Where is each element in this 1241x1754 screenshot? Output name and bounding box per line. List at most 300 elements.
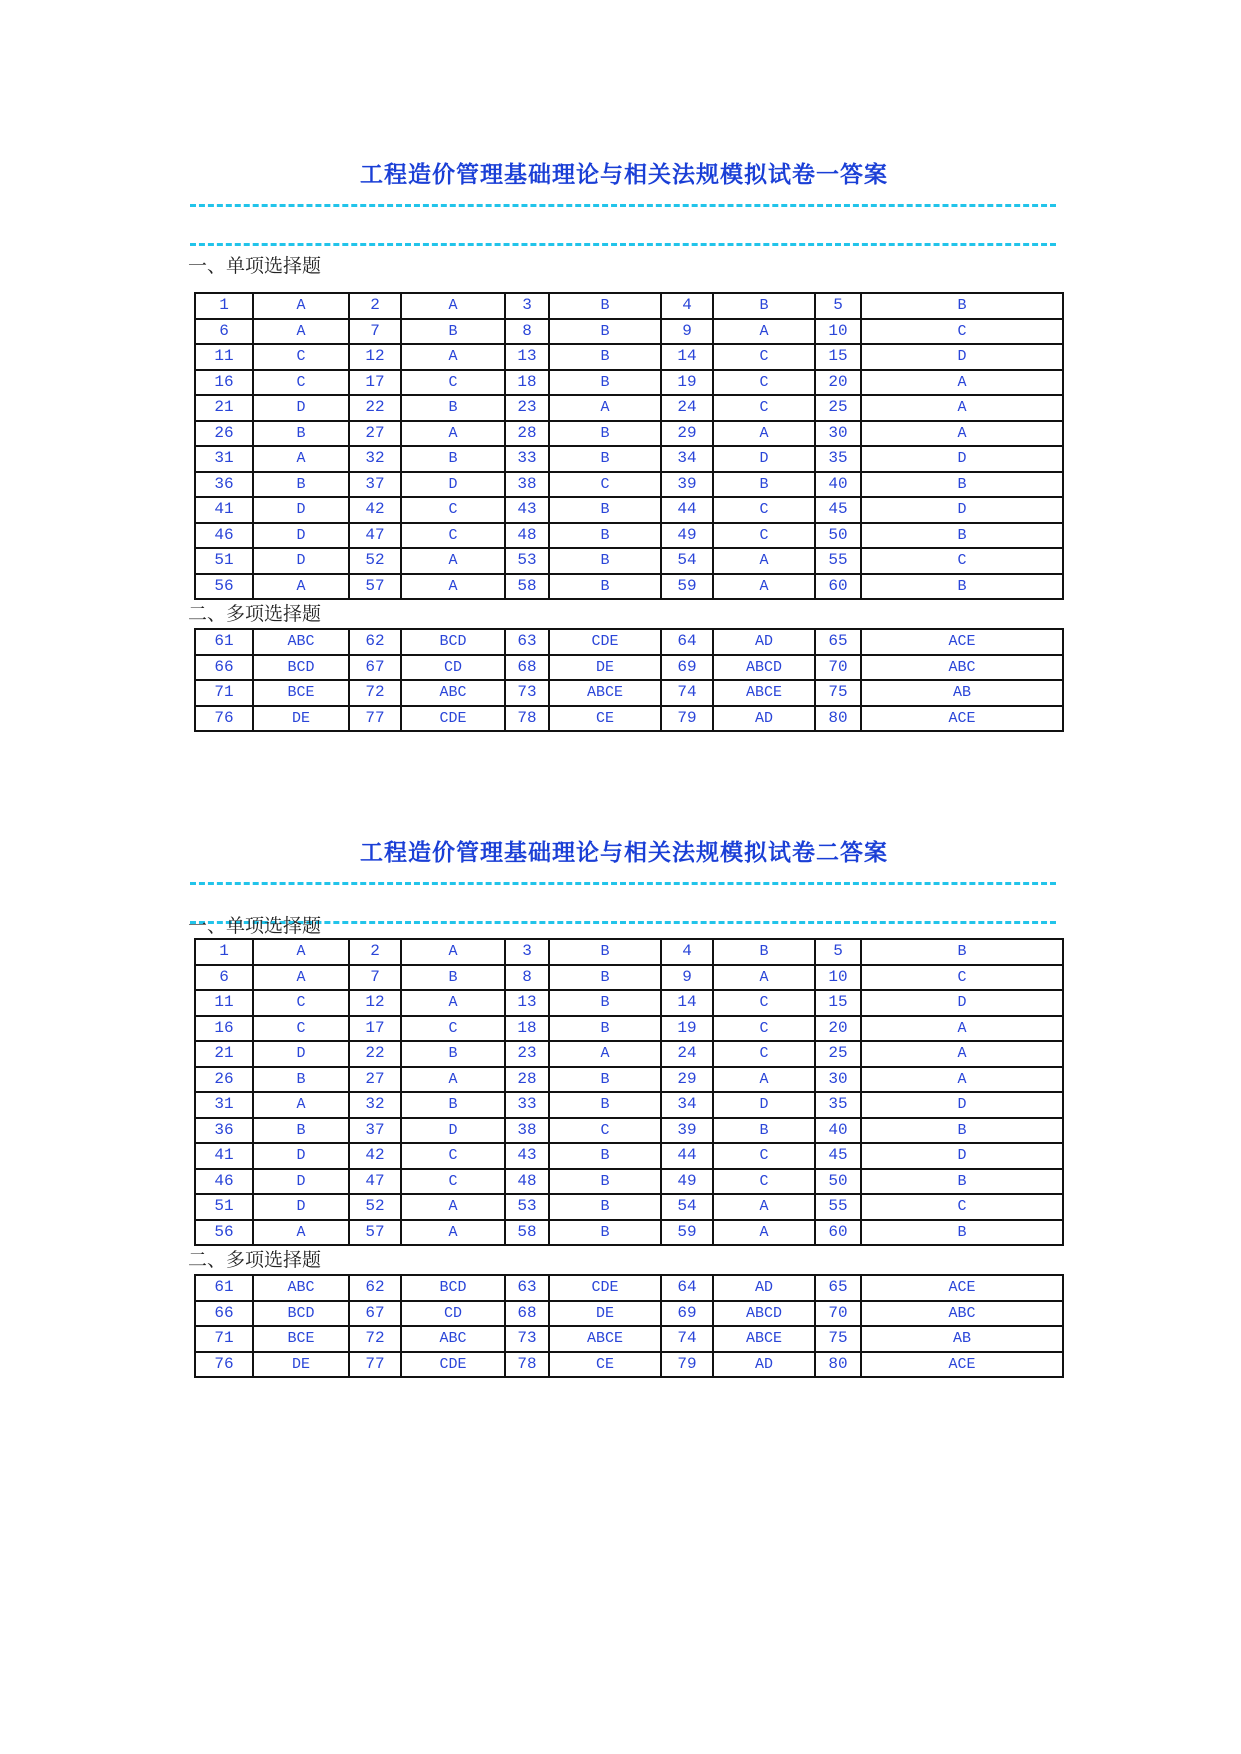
question-number-cell: 64 bbox=[661, 629, 713, 655]
question-number-cell: 31 bbox=[195, 1092, 253, 1118]
question-number-cell: 36 bbox=[195, 1118, 253, 1144]
answer-cell: DE bbox=[549, 655, 661, 681]
question-number-cell: 70 bbox=[815, 655, 861, 681]
answer-cell: C bbox=[401, 370, 505, 396]
question-number-cell: 41 bbox=[195, 497, 253, 523]
answer-cell: C bbox=[549, 1118, 661, 1144]
question-number-cell: 39 bbox=[661, 472, 713, 498]
answer-cell: B bbox=[861, 1220, 1063, 1246]
question-number-cell: 49 bbox=[661, 1169, 713, 1195]
table-row bbox=[195, 421, 1063, 447]
table-row bbox=[195, 939, 1063, 965]
question-number-cell: 52 bbox=[349, 1194, 401, 1220]
dashed-divider bbox=[190, 882, 1056, 885]
answer-cell: A bbox=[401, 1194, 505, 1220]
question-number-cell: 39 bbox=[661, 1118, 713, 1144]
question-number-cell: 20 bbox=[815, 1016, 861, 1042]
question-number-cell: 68 bbox=[505, 655, 549, 681]
table-row bbox=[195, 574, 1063, 600]
question-number-cell: 43 bbox=[505, 1143, 549, 1169]
question-number-cell: 44 bbox=[661, 497, 713, 523]
question-number-cell: 48 bbox=[505, 1169, 549, 1195]
answer-cell: D bbox=[861, 344, 1063, 370]
answer-cell: A bbox=[713, 319, 815, 345]
question-number-cell: 80 bbox=[815, 706, 861, 732]
answer-cell: A bbox=[713, 1194, 815, 1220]
question-number-cell: 40 bbox=[815, 1118, 861, 1144]
answer-cell: DE bbox=[253, 706, 349, 732]
question-number-cell: 63 bbox=[505, 629, 549, 655]
answer-cell: CDE bbox=[401, 1352, 505, 1378]
question-number-cell: 15 bbox=[815, 344, 861, 370]
answer-cell: C bbox=[401, 523, 505, 549]
question-number-cell: 16 bbox=[195, 370, 253, 396]
question-number-cell: 20 bbox=[815, 370, 861, 396]
table-row bbox=[195, 965, 1063, 991]
question-number-cell: 30 bbox=[815, 1067, 861, 1093]
question-number-cell: 32 bbox=[349, 1092, 401, 1118]
question-number-cell: 40 bbox=[815, 472, 861, 498]
answer-cell: C bbox=[861, 319, 1063, 345]
answer-cell: C bbox=[713, 1016, 815, 1042]
answer-cell: A bbox=[253, 1092, 349, 1118]
answer-cell: A bbox=[861, 395, 1063, 421]
paper-title: 工程造价管理基础理论与相关法规模拟试卷一答案 bbox=[360, 162, 888, 188]
table-row bbox=[195, 523, 1063, 549]
question-number-cell: 41 bbox=[195, 1143, 253, 1169]
answer-cell: A bbox=[861, 370, 1063, 396]
question-number-cell: 55 bbox=[815, 1194, 861, 1220]
answer-cell: A bbox=[713, 1067, 815, 1093]
dashed-divider bbox=[190, 204, 1056, 207]
table-row bbox=[195, 344, 1063, 370]
question-number-cell: 51 bbox=[195, 548, 253, 574]
answer-cell: B bbox=[401, 395, 505, 421]
question-number-cell: 65 bbox=[815, 629, 861, 655]
answer-cell: AD bbox=[713, 629, 815, 655]
question-number-cell: 56 bbox=[195, 574, 253, 600]
answer-cell: A bbox=[401, 1067, 505, 1093]
question-number-cell: 18 bbox=[505, 370, 549, 396]
question-number-cell: 75 bbox=[815, 680, 861, 706]
question-number-cell: 36 bbox=[195, 472, 253, 498]
question-number-cell: 47 bbox=[349, 1169, 401, 1195]
answer-cell: A bbox=[253, 965, 349, 991]
question-number-cell: 9 bbox=[661, 319, 713, 345]
table-row bbox=[195, 680, 1063, 706]
answer-cell: ABC bbox=[861, 1301, 1063, 1327]
answer-cell: C bbox=[549, 472, 661, 498]
answer-cell: AD bbox=[713, 706, 815, 732]
answer-cell: B bbox=[549, 370, 661, 396]
answer-cell: B bbox=[549, 446, 661, 472]
answer-cell: B bbox=[253, 1118, 349, 1144]
answer-cell: B bbox=[549, 548, 661, 574]
answer-cell: B bbox=[861, 1118, 1063, 1144]
answer-cell: A bbox=[549, 395, 661, 421]
question-number-cell: 34 bbox=[661, 446, 713, 472]
answer-cell: D bbox=[861, 497, 1063, 523]
answer-cell: BCD bbox=[253, 1301, 349, 1327]
question-number-cell: 16 bbox=[195, 1016, 253, 1042]
question-number-cell: 46 bbox=[195, 523, 253, 549]
answer-cell: D bbox=[253, 395, 349, 421]
answer-cell: D bbox=[861, 1143, 1063, 1169]
question-number-cell: 65 bbox=[815, 1275, 861, 1301]
answer-cell: B bbox=[713, 939, 815, 965]
answer-cell: C bbox=[253, 370, 349, 396]
question-number-cell: 2 bbox=[349, 293, 401, 319]
question-number-cell: 37 bbox=[349, 472, 401, 498]
question-number-cell: 71 bbox=[195, 1326, 253, 1352]
answer-cell: B bbox=[549, 523, 661, 549]
question-number-cell: 59 bbox=[661, 574, 713, 600]
question-number-cell: 50 bbox=[815, 523, 861, 549]
answer-cell: B bbox=[401, 319, 505, 345]
question-number-cell: 18 bbox=[505, 1016, 549, 1042]
answer-cell: AD bbox=[713, 1275, 815, 1301]
table-row bbox=[195, 472, 1063, 498]
answer-cell: AD bbox=[713, 1352, 815, 1378]
answer-cell: A bbox=[861, 1067, 1063, 1093]
answer-cell: B bbox=[861, 939, 1063, 965]
answer-cell: B bbox=[253, 472, 349, 498]
answer-cell: A bbox=[253, 1220, 349, 1246]
answer-cell: ABC bbox=[253, 629, 349, 655]
question-number-cell: 8 bbox=[505, 965, 549, 991]
question-number-cell: 78 bbox=[505, 706, 549, 732]
question-number-cell: 1 bbox=[195, 939, 253, 965]
answer-cell: C bbox=[713, 1041, 815, 1067]
question-number-cell: 61 bbox=[195, 1275, 253, 1301]
answer-cell: C bbox=[253, 990, 349, 1016]
answer-cell: C bbox=[713, 1169, 815, 1195]
answer-cell: D bbox=[861, 1092, 1063, 1118]
answer-cell: A bbox=[713, 965, 815, 991]
answer-cell: C bbox=[253, 344, 349, 370]
question-number-cell: 3 bbox=[505, 293, 549, 319]
answer-cell: B bbox=[549, 1143, 661, 1169]
single-choice-heading: 一、单项选择题 bbox=[188, 255, 322, 277]
table-row bbox=[195, 655, 1063, 681]
question-number-cell: 72 bbox=[349, 680, 401, 706]
answer-cell: ABC bbox=[253, 1275, 349, 1301]
question-number-cell: 59 bbox=[661, 1220, 713, 1246]
question-number-cell: 3 bbox=[505, 939, 549, 965]
answer-cell: CD bbox=[401, 655, 505, 681]
answer-cell: ACE bbox=[861, 1275, 1063, 1301]
question-number-cell: 10 bbox=[815, 319, 861, 345]
answer-cell: CDE bbox=[401, 706, 505, 732]
answer-cell: A bbox=[861, 1016, 1063, 1042]
question-number-cell: 78 bbox=[505, 1352, 549, 1378]
answer-cell: A bbox=[401, 548, 505, 574]
answer-cell: ABCE bbox=[713, 1326, 815, 1352]
question-number-cell: 55 bbox=[815, 548, 861, 574]
answer-cell: A bbox=[713, 574, 815, 600]
answer-cell: D bbox=[861, 990, 1063, 1016]
multi-choice-heading: 二、多项选择题 bbox=[188, 1249, 322, 1271]
single-choice-answer-table bbox=[194, 292, 1064, 600]
question-number-cell: 74 bbox=[661, 680, 713, 706]
question-number-cell: 27 bbox=[349, 1067, 401, 1093]
answer-cell: ABCD bbox=[713, 655, 815, 681]
question-number-cell: 13 bbox=[505, 990, 549, 1016]
question-number-cell: 51 bbox=[195, 1194, 253, 1220]
question-number-cell: 12 bbox=[349, 344, 401, 370]
answer-cell: A bbox=[401, 293, 505, 319]
answer-cell: D bbox=[401, 472, 505, 498]
answer-cell: A bbox=[401, 1220, 505, 1246]
answer-cell: B bbox=[861, 472, 1063, 498]
answer-cell: C bbox=[253, 1016, 349, 1042]
multi-choice-heading: 二、多项选择题 bbox=[188, 603, 322, 625]
question-number-cell: 8 bbox=[505, 319, 549, 345]
answer-cell: CE bbox=[549, 1352, 661, 1378]
table-row bbox=[195, 1275, 1063, 1301]
answer-cell: C bbox=[713, 370, 815, 396]
answer-cell: B bbox=[401, 446, 505, 472]
table-row bbox=[195, 1220, 1063, 1246]
answer-cell: B bbox=[549, 939, 661, 965]
table-row bbox=[195, 1194, 1063, 1220]
answer-cell: B bbox=[549, 319, 661, 345]
answer-cell: D bbox=[253, 1194, 349, 1220]
question-number-cell: 5 bbox=[815, 293, 861, 319]
answer-cell: D bbox=[253, 1041, 349, 1067]
question-number-cell: 24 bbox=[661, 395, 713, 421]
question-number-cell: 73 bbox=[505, 1326, 549, 1352]
table-row bbox=[195, 1352, 1063, 1378]
answer-cell: CDE bbox=[549, 629, 661, 655]
single-choice-answer-table bbox=[194, 938, 1064, 1246]
answer-cell: C bbox=[401, 1169, 505, 1195]
question-number-cell: 19 bbox=[661, 1016, 713, 1042]
question-number-cell: 43 bbox=[505, 497, 549, 523]
answer-cell: C bbox=[713, 990, 815, 1016]
answer-cell: A bbox=[401, 990, 505, 1016]
question-number-cell: 52 bbox=[349, 548, 401, 574]
question-number-cell: 62 bbox=[349, 1275, 401, 1301]
answer-cell: AB bbox=[861, 1326, 1063, 1352]
question-number-cell: 42 bbox=[349, 497, 401, 523]
answer-cell: A bbox=[713, 1220, 815, 1246]
answer-cell: C bbox=[401, 497, 505, 523]
answer-cell: B bbox=[549, 1016, 661, 1042]
answer-cell: A bbox=[253, 574, 349, 600]
answer-cell: C bbox=[401, 1143, 505, 1169]
answer-cell: B bbox=[401, 1041, 505, 1067]
question-number-cell: 49 bbox=[661, 523, 713, 549]
answer-cell: ABC bbox=[401, 1326, 505, 1352]
question-number-cell: 66 bbox=[195, 655, 253, 681]
question-number-cell: 63 bbox=[505, 1275, 549, 1301]
answer-cell: BCE bbox=[253, 1326, 349, 1352]
answer-cell: ACE bbox=[861, 1352, 1063, 1378]
question-number-cell: 66 bbox=[195, 1301, 253, 1327]
table-row bbox=[195, 1143, 1063, 1169]
answer-cell: ABC bbox=[861, 655, 1063, 681]
question-number-cell: 22 bbox=[349, 395, 401, 421]
multi-choice-answer-table bbox=[194, 628, 1064, 732]
answer-cell: B bbox=[549, 421, 661, 447]
table-row bbox=[195, 293, 1063, 319]
question-number-cell: 44 bbox=[661, 1143, 713, 1169]
answer-cell: CE bbox=[549, 706, 661, 732]
question-number-cell: 75 bbox=[815, 1326, 861, 1352]
answer-cell: BCD bbox=[401, 1275, 505, 1301]
table-row bbox=[195, 1326, 1063, 1352]
table-row bbox=[195, 497, 1063, 523]
answer-cell: B bbox=[861, 1169, 1063, 1195]
answer-cell: A bbox=[401, 939, 505, 965]
answer-cell: ABC bbox=[401, 680, 505, 706]
answer-cell: B bbox=[713, 293, 815, 319]
answer-cell: D bbox=[861, 446, 1063, 472]
question-number-cell: 71 bbox=[195, 680, 253, 706]
answer-cell: A bbox=[401, 421, 505, 447]
answer-cell: ABCE bbox=[549, 680, 661, 706]
answer-cell: A bbox=[253, 446, 349, 472]
question-number-cell: 47 bbox=[349, 523, 401, 549]
answer-cell: A bbox=[401, 574, 505, 600]
table-row bbox=[195, 1016, 1063, 1042]
answer-cell: C bbox=[861, 548, 1063, 574]
question-number-cell: 35 bbox=[815, 446, 861, 472]
answer-cell: D bbox=[253, 1143, 349, 1169]
question-number-cell: 60 bbox=[815, 574, 861, 600]
question-number-cell: 1 bbox=[195, 293, 253, 319]
question-number-cell: 7 bbox=[349, 319, 401, 345]
answer-cell: BCE bbox=[253, 680, 349, 706]
question-number-cell: 80 bbox=[815, 1352, 861, 1378]
question-number-cell: 61 bbox=[195, 629, 253, 655]
question-number-cell: 23 bbox=[505, 1041, 549, 1067]
table-row bbox=[195, 1092, 1063, 1118]
table-row bbox=[195, 1041, 1063, 1067]
question-number-cell: 79 bbox=[661, 706, 713, 732]
question-number-cell: 54 bbox=[661, 1194, 713, 1220]
question-number-cell: 24 bbox=[661, 1041, 713, 1067]
answer-cell: ACE bbox=[861, 706, 1063, 732]
question-number-cell: 26 bbox=[195, 421, 253, 447]
table-row bbox=[195, 1301, 1063, 1327]
question-number-cell: 60 bbox=[815, 1220, 861, 1246]
answer-cell: DE bbox=[253, 1352, 349, 1378]
answer-cell: A bbox=[713, 548, 815, 574]
question-number-cell: 69 bbox=[661, 655, 713, 681]
question-number-cell: 13 bbox=[505, 344, 549, 370]
question-number-cell: 69 bbox=[661, 1301, 713, 1327]
answer-cell: B bbox=[549, 497, 661, 523]
answer-cell: B bbox=[861, 574, 1063, 600]
question-number-cell: 22 bbox=[349, 1041, 401, 1067]
answer-cell: C bbox=[401, 1016, 505, 1042]
answer-cell: B bbox=[549, 965, 661, 991]
question-number-cell: 29 bbox=[661, 1067, 713, 1093]
table-row bbox=[195, 1169, 1063, 1195]
question-number-cell: 32 bbox=[349, 446, 401, 472]
question-number-cell: 2 bbox=[349, 939, 401, 965]
table-row bbox=[195, 548, 1063, 574]
question-number-cell: 79 bbox=[661, 1352, 713, 1378]
answer-cell: B bbox=[549, 574, 661, 600]
dashed-divider bbox=[190, 243, 1056, 246]
answer-cell: D bbox=[253, 523, 349, 549]
question-number-cell: 34 bbox=[661, 1092, 713, 1118]
question-number-cell: 5 bbox=[815, 939, 861, 965]
question-number-cell: 38 bbox=[505, 472, 549, 498]
answer-cell: BCD bbox=[401, 629, 505, 655]
question-number-cell: 56 bbox=[195, 1220, 253, 1246]
question-number-cell: 74 bbox=[661, 1326, 713, 1352]
question-number-cell: 76 bbox=[195, 706, 253, 732]
paper-title: 工程造价管理基础理论与相关法规模拟试卷二答案 bbox=[360, 840, 888, 866]
answer-cell: CDE bbox=[549, 1275, 661, 1301]
question-number-cell: 58 bbox=[505, 574, 549, 600]
table-row bbox=[195, 1067, 1063, 1093]
question-number-cell: 76 bbox=[195, 1352, 253, 1378]
question-number-cell: 48 bbox=[505, 523, 549, 549]
answer-cell: B bbox=[713, 472, 815, 498]
question-number-cell: 67 bbox=[349, 1301, 401, 1327]
answer-sheet-1 bbox=[188, 160, 1060, 732]
answer-cell: A bbox=[253, 939, 349, 965]
question-number-cell: 73 bbox=[505, 680, 549, 706]
answer-cell: A bbox=[253, 293, 349, 319]
answer-cell: D bbox=[253, 497, 349, 523]
answer-cell: B bbox=[401, 1092, 505, 1118]
answer-cell: C bbox=[861, 965, 1063, 991]
question-number-cell: 57 bbox=[349, 574, 401, 600]
question-number-cell: 9 bbox=[661, 965, 713, 991]
answer-cell: A bbox=[713, 421, 815, 447]
question-number-cell: 53 bbox=[505, 548, 549, 574]
question-number-cell: 70 bbox=[815, 1301, 861, 1327]
answer-cell: D bbox=[401, 1118, 505, 1144]
answer-cell: D bbox=[713, 446, 815, 472]
answer-cell: ABCE bbox=[713, 680, 815, 706]
question-number-cell: 62 bbox=[349, 629, 401, 655]
question-number-cell: 31 bbox=[195, 446, 253, 472]
question-number-cell: 6 bbox=[195, 319, 253, 345]
table-row bbox=[195, 446, 1063, 472]
question-number-cell: 28 bbox=[505, 421, 549, 447]
table-row bbox=[195, 370, 1063, 396]
answer-cell: B bbox=[401, 965, 505, 991]
single-choice-heading: 一、单项选择题 bbox=[188, 915, 322, 937]
answer-cell: C bbox=[713, 497, 815, 523]
answer-cell: B bbox=[549, 1220, 661, 1246]
table-row bbox=[195, 629, 1063, 655]
question-number-cell: 33 bbox=[505, 1092, 549, 1118]
question-number-cell: 28 bbox=[505, 1067, 549, 1093]
answer-cell: B bbox=[549, 1067, 661, 1093]
answer-cell: DE bbox=[549, 1301, 661, 1327]
question-number-cell: 45 bbox=[815, 497, 861, 523]
table-row bbox=[195, 706, 1063, 732]
question-number-cell: 26 bbox=[195, 1067, 253, 1093]
answer-cell: BCD bbox=[253, 655, 349, 681]
question-number-cell: 35 bbox=[815, 1092, 861, 1118]
question-number-cell: 6 bbox=[195, 965, 253, 991]
question-number-cell: 30 bbox=[815, 421, 861, 447]
table-row bbox=[195, 1118, 1063, 1144]
question-number-cell: 46 bbox=[195, 1169, 253, 1195]
question-number-cell: 7 bbox=[349, 965, 401, 991]
answer-cell: B bbox=[253, 421, 349, 447]
question-number-cell: 37 bbox=[349, 1118, 401, 1144]
